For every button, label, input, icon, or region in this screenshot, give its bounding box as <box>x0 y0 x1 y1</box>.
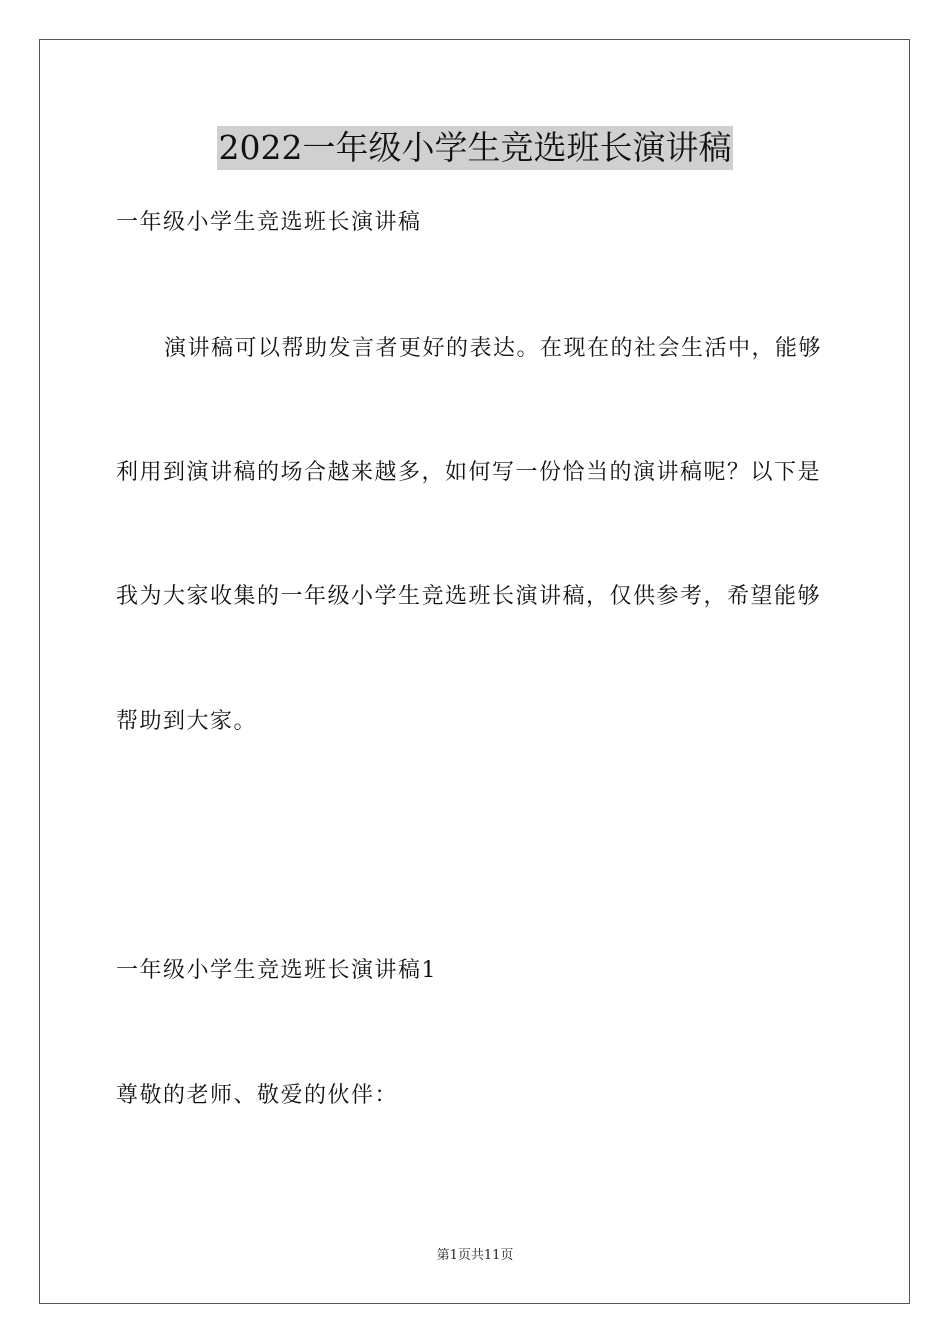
page-number: 第1页 <box>436 1248 471 1263</box>
total-pages: 共11页 <box>470 1248 514 1263</box>
greeting-line: 尊敬的老师、敬爱的伙伴： <box>116 1083 399 1108</box>
title-container <box>0 126 950 170</box>
section-heading: 一年级小学生竞选班长演讲稿1 <box>116 958 437 983</box>
paragraph-line-3: 我为大家收集的一年级小学生竞选班长演讲稿，仅供参考，希望能够 <box>116 584 822 609</box>
page-footer <box>0 1247 950 1265</box>
paragraph-line-1: 演讲稿可以帮助发言者更好的表达。在现在的社会生活中，能够 <box>164 336 823 361</box>
document-title: 2022一年级小学生竞选班长演讲稿 <box>217 126 734 170</box>
paragraph-line-2: 利用到演讲稿的场合越来越多，如何写一份恰当的演讲稿呢？以下是 <box>116 460 822 485</box>
document-subtitle: 一年级小学生竞选班长演讲稿 <box>116 210 422 235</box>
paragraph-line-4: 帮助到大家。 <box>116 709 258 734</box>
